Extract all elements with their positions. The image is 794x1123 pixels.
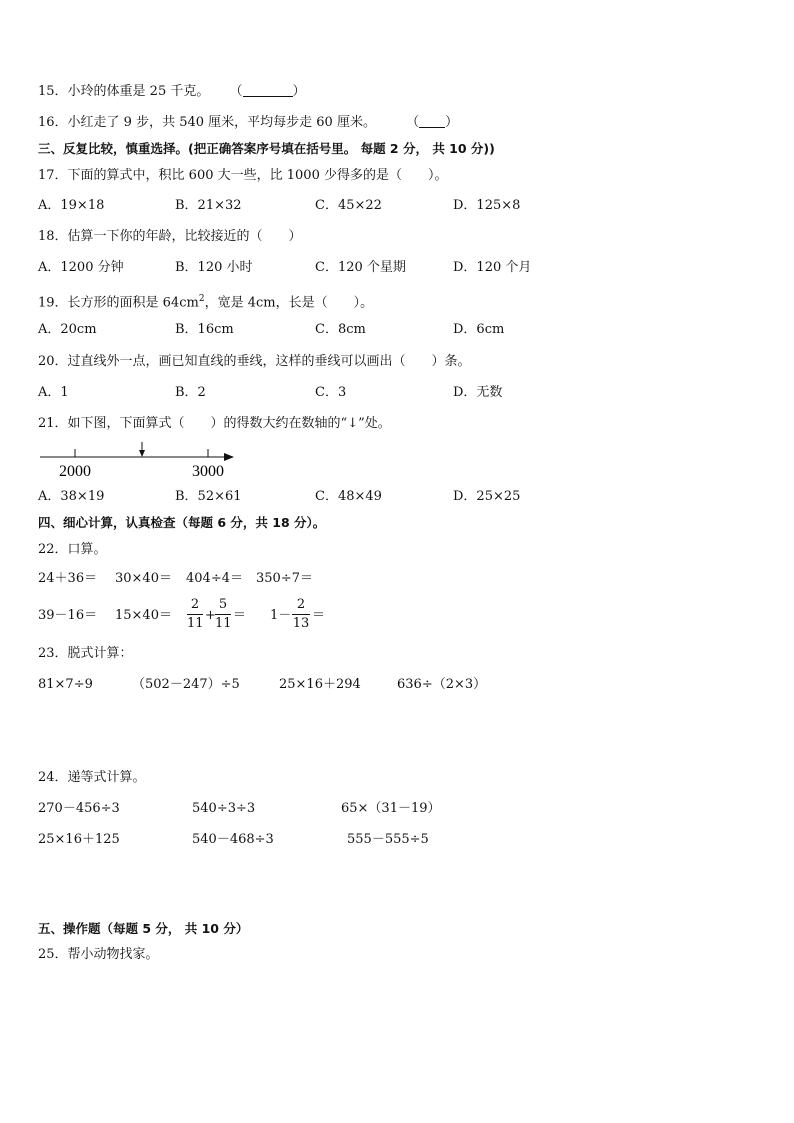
option-c[interactable]: C．120 个星期 — [315, 260, 406, 275]
option-b[interactable]: B．52×61 — [175, 489, 242, 504]
paren-open: （ — [229, 84, 243, 99]
question-19-part-b: ，宽是 4cm，长是（ ）。 — [204, 295, 374, 311]
question-20-text: 20．过直线外一点，画已知直线的垂线，这样的垂线可以画出（ ）条。 — [38, 354, 471, 369]
denominator: 11 — [215, 616, 232, 631]
axis-arrowhead-icon — [224, 453, 234, 461]
numerator: 2 — [190, 597, 200, 612]
mental-calc-3: 404÷4＝ — [186, 571, 243, 586]
equals-sign: ＝ — [312, 608, 326, 623]
one-minus: 1－ — [270, 608, 292, 623]
question-25-text: 25．帮小动物找家。 — [38, 947, 159, 962]
question-24-title: 24．递等式计算。 — [38, 770, 146, 785]
option-b[interactable]: B．16cm — [175, 322, 234, 337]
mental-calc-2: 30×40＝ — [115, 571, 172, 586]
option-c[interactable]: C．3 — [315, 385, 347, 400]
step-calc-5: 540－468÷3 — [192, 832, 274, 847]
numerator: 5 — [218, 597, 228, 612]
section-4-heading: 四、细心计算，认真检查（每题 6 分，共 18 分）。 — [38, 515, 326, 530]
plus-sign: + — [205, 608, 216, 623]
question-22-title: 22．口算。 — [38, 542, 107, 557]
question-23-title: 23．脱式计算： — [38, 646, 133, 661]
question-17-text: 17．下面的算式中，积比 600 大一些，比 1000 少得多的是（ ）。 — [38, 168, 448, 183]
numerator: 2 — [296, 597, 306, 612]
option-a[interactable]: A．38×19 — [38, 489, 105, 504]
section-5-heading: 五、操作题（每题 5 分， 共 10 分） — [38, 921, 249, 936]
option-c[interactable]: C．48×49 — [315, 489, 382, 504]
option-b[interactable]: B．2 — [175, 385, 206, 400]
step-calc-1: 270－456÷3 — [38, 801, 120, 816]
mental-calc-4: 350÷7＝ — [256, 571, 313, 586]
axis-label-2000: 2000 — [59, 463, 91, 480]
option-b[interactable]: B．21×32 — [175, 198, 242, 213]
option-d[interactable]: D．125×8 — [453, 198, 521, 213]
fraction-2-11 — [187, 597, 203, 632]
step-calc-2: 540÷3÷3 — [192, 801, 256, 816]
axis-label-3000: 3000 — [192, 463, 224, 480]
mental-calc-6: 15×40＝ — [115, 608, 172, 623]
question-21-text: 21．如下图，下面算式（ ）的得数大约在数轴的“↓”处。 — [38, 416, 391, 431]
answer-blank-16[interactable] — [419, 115, 445, 128]
denominator: 11 — [187, 616, 204, 631]
question-18-text: 18．估算一下你的年龄，比较接近的（ ） — [38, 229, 302, 244]
calc-item-1: 81×7÷9 — [38, 677, 93, 692]
paren-close: ） — [292, 84, 306, 99]
option-b[interactable]: B．120 小时 — [175, 260, 253, 275]
fraction-2-13 — [292, 597, 310, 632]
option-d[interactable]: D．120 个月 — [453, 260, 532, 275]
paren-open: （ — [406, 115, 420, 130]
option-a[interactable]: A．20cm — [38, 322, 97, 337]
section-3-heading: 三、反复比较，慎重选择。(把正确答案序号填在括号里。 每题 2 分， 共 10 分)) — [38, 141, 495, 156]
step-calc-3: 65×（31－19） — [341, 801, 441, 816]
step-calc-6: 555－555÷5 — [347, 832, 429, 847]
question-16 — [38, 114, 458, 132]
answer-blank-15[interactable] — [243, 84, 293, 97]
fraction-5-11 — [215, 597, 231, 632]
equals-sign: ＝ — [233, 608, 247, 623]
question-15 — [38, 83, 306, 101]
step-calc-4: 25×16＋125 — [38, 832, 120, 847]
fraction-bar — [215, 614, 231, 615]
mental-calc-5: 39－16＝ — [38, 608, 98, 623]
calc-item-2: （502－247）÷5 — [132, 677, 240, 692]
number-axis — [38, 438, 238, 482]
denominator: 13 — [292, 616, 310, 631]
question-19-part-a: 19．长方形的面积是 64cm — [38, 295, 199, 311]
question-19-text — [38, 290, 373, 312]
down-arrow-head-icon — [139, 450, 145, 457]
question-16-text: 16．小红走了 9 步，共 540 厘米，平均每步走 60 厘米。 — [38, 115, 376, 130]
fraction-bar — [187, 614, 203, 615]
mental-calc-1: 24＋36＝ — [38, 571, 98, 586]
option-c[interactable]: C．45×22 — [315, 198, 382, 213]
question-15-text: 15．小玲的体重是 25 千克。 — [38, 84, 210, 99]
superscript: 2 — [198, 294, 205, 304]
option-a[interactable]: A．19×18 — [38, 198, 105, 213]
option-a[interactable]: A．1200 分钟 — [38, 260, 124, 275]
option-d[interactable]: D．6cm — [453, 322, 505, 337]
paren-close: ） — [445, 115, 459, 130]
option-a[interactable]: A．1 — [38, 385, 69, 400]
option-d[interactable]: D．25×25 — [453, 489, 521, 504]
fraction-bar — [292, 614, 310, 615]
option-d[interactable]: D．无数 — [453, 385, 503, 400]
calc-item-3: 25×16＋294 — [279, 677, 361, 692]
calc-item-4: 636÷（2×3） — [397, 677, 487, 692]
option-c[interactable]: C．8cm — [315, 322, 366, 337]
